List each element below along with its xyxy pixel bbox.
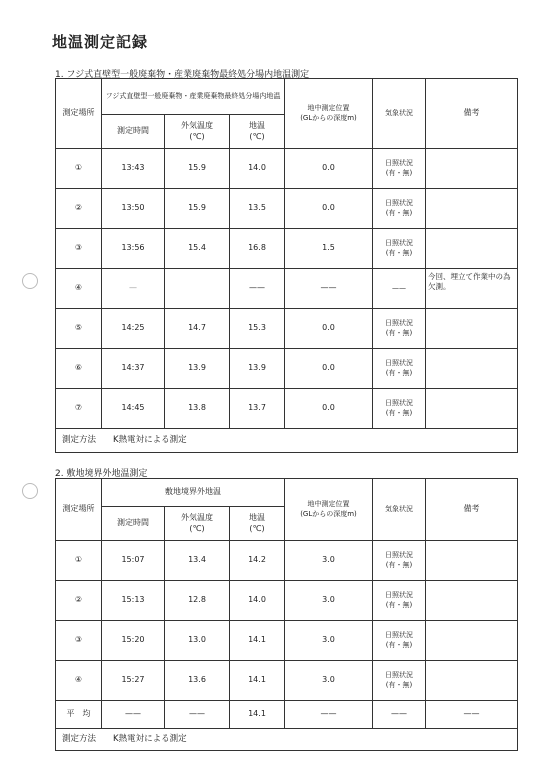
header-depth-label: 地中測定位置: [307, 500, 350, 509]
row-depth: 3.0: [285, 621, 373, 661]
page-title: 地温測定記録: [52, 33, 149, 51]
header-weather: 気象状況: [373, 479, 426, 541]
row-ground: 14.1: [230, 661, 285, 701]
weather-value: (有・無): [385, 600, 413, 609]
row-ground: 14.2: [230, 541, 285, 581]
row-no: ⑦: [56, 389, 102, 429]
average-weather: ——: [373, 701, 426, 729]
row-weather: [373, 621, 426, 661]
row-time: 15:07: [102, 541, 165, 581]
row-time: 14:45: [102, 389, 165, 429]
table-row: [56, 149, 518, 189]
row-weather: [373, 581, 426, 621]
punch-hole-bottom: [22, 483, 38, 499]
row-weather: [373, 349, 426, 389]
table-row: [56, 189, 518, 229]
row-depth: ——: [285, 269, 373, 309]
row-depth: 3.0: [285, 661, 373, 701]
row-no: ②: [56, 189, 102, 229]
header-remarks: 備考: [426, 479, 518, 541]
row-ground: 13.9: [230, 349, 285, 389]
row-ground: 16.8: [230, 229, 285, 269]
header-ground-unit: (℃): [249, 523, 265, 533]
section1-heading: 1. フジ式直壁型一般廃棄物・産業廃棄物最終処分場内地温測定: [55, 70, 310, 80]
table-row: [56, 661, 518, 701]
row-no: ④: [56, 269, 102, 309]
row-air: 14.7: [165, 309, 230, 349]
row-no: ③: [56, 229, 102, 269]
row-no: ②: [56, 581, 102, 621]
table-row: [56, 581, 518, 621]
section2-method: 測定方法 K熱電対による測定: [56, 729, 518, 751]
row-weather: [373, 309, 426, 349]
average-label: 平 均: [56, 701, 102, 729]
row-no: ①: [56, 149, 102, 189]
row-depth: 0.0: [285, 189, 373, 229]
row-air: 15.9: [165, 189, 230, 229]
header-time: 測定時間: [102, 507, 165, 541]
row-remarks: 今回、埋立て作業中の為欠測。: [426, 269, 518, 309]
row-time: 15:13: [102, 581, 165, 621]
row-depth: 0.0: [285, 349, 373, 389]
row-depth: 3.0: [285, 541, 373, 581]
row-air: 15.9: [165, 149, 230, 189]
row-weather: [373, 389, 426, 429]
weather-value: (有・無): [385, 408, 413, 417]
header-remarks: 備考: [426, 79, 518, 149]
weather-label: 日照状況: [385, 319, 413, 328]
average-row: [56, 701, 518, 729]
row-air: 13.6: [165, 661, 230, 701]
header-air-label: 外気温度: [181, 120, 213, 130]
weather-label: 日照状況: [385, 159, 413, 168]
section1-method: 測定方法 K熱電対による測定: [56, 429, 518, 453]
weather-value: (有・無): [385, 368, 413, 377]
header-group: フジ式直壁型一般廃棄物・産業廃棄物最終処分場内地温: [102, 79, 285, 115]
row-remarks: [426, 349, 518, 389]
row-air: 13.0: [165, 621, 230, 661]
row-ground: ——: [230, 269, 285, 309]
row-time: 15:27: [102, 661, 165, 701]
row-no: ③: [56, 621, 102, 661]
table-row: [56, 229, 518, 269]
weather-value: (有・無): [385, 640, 413, 649]
weather-label: 日照状況: [385, 239, 413, 248]
table-row: [56, 621, 518, 661]
header-depth-label: 地中測定位置: [307, 104, 350, 113]
row-depth: 1.5: [285, 229, 373, 269]
average-air: ——: [165, 701, 230, 729]
row-air: 12.8: [165, 581, 230, 621]
average-ground: 14.1: [230, 701, 285, 729]
row-time: 13:56: [102, 229, 165, 269]
row-weather: [373, 189, 426, 229]
row-remarks: [426, 661, 518, 701]
row-time: 13:43: [102, 149, 165, 189]
weather-value: (有・無): [385, 680, 413, 689]
row-ground: 14.0: [230, 149, 285, 189]
section2-table: [55, 478, 518, 751]
table-row: [56, 269, 518, 309]
header-air-label: 外気温度: [181, 512, 213, 522]
row-depth: 0.0: [285, 309, 373, 349]
row-weather: [373, 229, 426, 269]
row-remarks: [426, 389, 518, 429]
header-ground-label: 地温: [249, 120, 265, 130]
row-ground: 13.5: [230, 189, 285, 229]
weather-label: 日照状況: [385, 631, 413, 640]
header-depth: [285, 79, 373, 149]
row-weather: [373, 269, 426, 309]
weather-value: (有・無): [385, 208, 413, 217]
row-no: ①: [56, 541, 102, 581]
row-air: 13.8: [165, 389, 230, 429]
header-air: [165, 115, 230, 149]
row-depth: 0.0: [285, 389, 373, 429]
header-group: 敷地境界外地温: [102, 479, 285, 507]
row-remarks: [426, 149, 518, 189]
punch-hole-top: [22, 273, 38, 289]
weather-value: (有・無): [385, 328, 413, 337]
row-remarks: [426, 541, 518, 581]
header-air: [165, 507, 230, 541]
header-ground-unit: (℃): [249, 131, 265, 141]
row-ground: 13.7: [230, 389, 285, 429]
row-air: 13.4: [165, 541, 230, 581]
row-air: 15.4: [165, 229, 230, 269]
row-remarks: [426, 581, 518, 621]
header-depth-sub: (GLからの深度m): [300, 509, 357, 518]
header-place: 測定場所: [56, 479, 102, 541]
weather-value: (有・無): [385, 248, 413, 257]
weather-label: 日照状況: [385, 671, 413, 680]
table-row: [56, 389, 518, 429]
row-remarks: [426, 189, 518, 229]
weather-label: 日照状況: [385, 591, 413, 600]
weather-label: 日照状況: [385, 359, 413, 368]
table-row: [56, 309, 518, 349]
weather-label: 日照状況: [385, 199, 413, 208]
row-ground: 15.3: [230, 309, 285, 349]
section2-heading: 2. 敷地境界外地温測定: [55, 469, 148, 479]
row-air: [165, 269, 230, 309]
section1-table: [55, 78, 518, 453]
weather-label: ——: [392, 283, 406, 292]
weather-value: (有・無): [385, 168, 413, 177]
average-depth: ——: [285, 701, 373, 729]
row-air: 13.9: [165, 349, 230, 389]
header-time: 測定時間: [102, 115, 165, 149]
row-ground: 14.1: [230, 621, 285, 661]
row-remarks: [426, 309, 518, 349]
weather-label: 日照状況: [385, 399, 413, 408]
row-depth: 3.0: [285, 581, 373, 621]
header-air-unit: (℃): [189, 523, 205, 533]
weather-label: 日照状況: [385, 551, 413, 560]
average-remarks: ——: [426, 701, 518, 729]
header-depth: [285, 479, 373, 541]
header-weather: 気象状況: [373, 79, 426, 149]
row-ground: 14.0: [230, 581, 285, 621]
row-time: 13:50: [102, 189, 165, 229]
header-ground: [230, 507, 285, 541]
row-no: ⑤: [56, 309, 102, 349]
row-weather: [373, 149, 426, 189]
header-air-unit: (℃): [189, 131, 205, 141]
row-remarks: [426, 621, 518, 661]
header-ground: [230, 115, 285, 149]
header-depth-sub: (GLからの深度m): [300, 113, 357, 122]
average-time: ——: [102, 701, 165, 729]
row-no: ④: [56, 661, 102, 701]
row-weather: [373, 661, 426, 701]
header-ground-label: 地温: [249, 512, 265, 522]
table-row: [56, 349, 518, 389]
row-time: —: [102, 269, 165, 309]
row-no: ⑥: [56, 349, 102, 389]
row-time: 15:20: [102, 621, 165, 661]
table-row: [56, 541, 518, 581]
row-remarks: [426, 229, 518, 269]
row-time: 14:37: [102, 349, 165, 389]
row-depth: 0.0: [285, 149, 373, 189]
header-place: 測定場所: [56, 79, 102, 149]
weather-value: (有・無): [385, 560, 413, 569]
row-weather: [373, 541, 426, 581]
row-time: 14:25: [102, 309, 165, 349]
